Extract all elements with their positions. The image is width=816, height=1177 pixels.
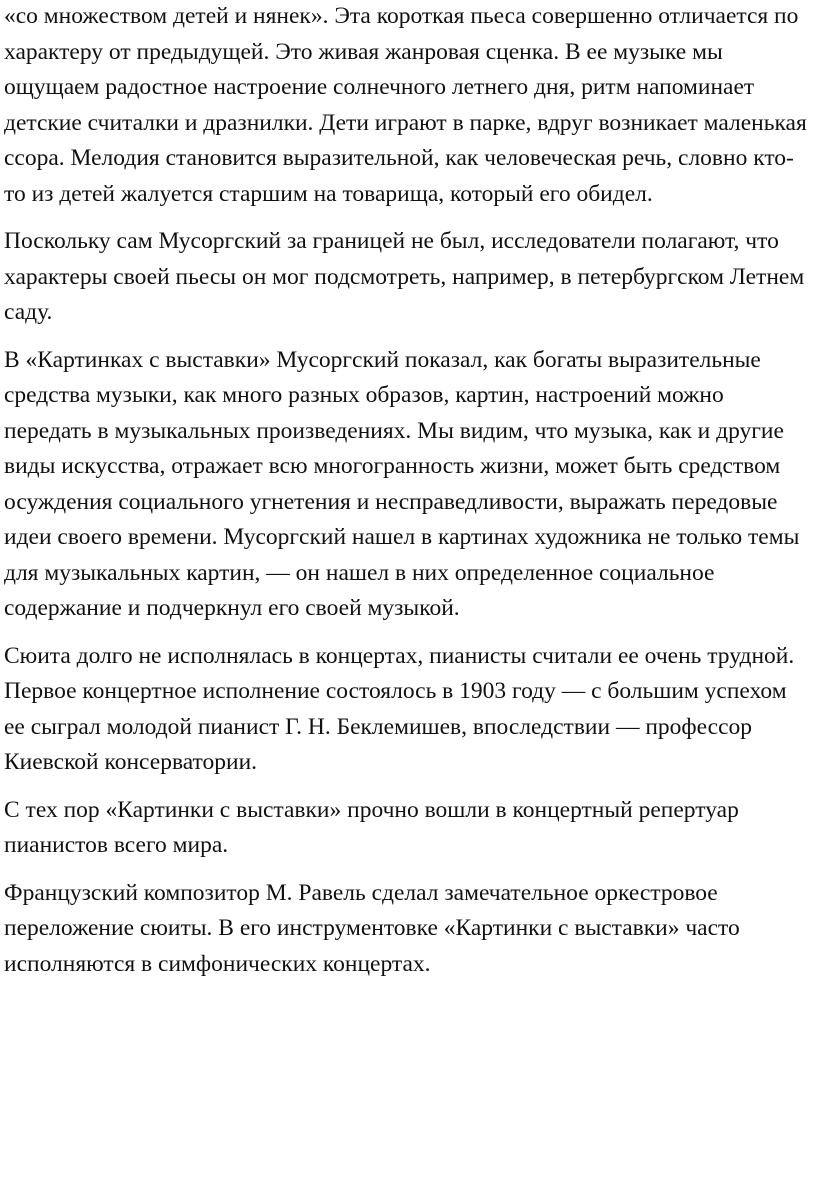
- paragraph-6: Французский композитор М. Равель сделал замечательное оркестровое переложение сюиты. В его инструментовке «Картинки с выставки» часто исполняются в симфонических концертах.: [4, 879, 740, 977]
- paragraph-5: С тех пор «Картинки с выставки» прочно вошли в концертный репертуар пианистов всего мира.: [4, 796, 739, 858]
- paragraph-4: Сюита долго не исполнялась в концертах, пианисты считали ее очень трудной. Первое концертное исполнение состоялось в 1903 году — с большим успехом ее сыграл молодой пианист Г. Н. Беклемишев, впоследствии — профессор Киевской консерватории.: [4, 642, 795, 775]
- paragraph-1: «со множеством детей и нянек». Эта короткая пьеса совершенно отличается по характеру от предыдущей. Это живая жанровая сценка. В ее музыке мы ощущаем радостное настроение солнечного летнего дня, ритм напоминает детские считалки и дразнилки. Дети играют в парке, вдруг возникает маленькая ссора. Мелодия становится выразительной, как человеческая речь, словно кто-то из детей жалуется старшим на товарища, который его обидел.: [4, 3, 807, 207]
- paragraph-2: Поскольку сам Мусоргский за границей не был, исследователи полагают, что характеры своей пьесы он мог подсмотреть, например, в петербургском Летнем саду.: [4, 228, 805, 325]
- paragraph-3: В «Картинках с выставки» Мусоргский показал, как богаты выразительные средства музыки, как много разных образов, картин, настроений можно передать в музыкальных произведениях. Мы видим, что музыка, как и другие виды искусства, отражает всю многогранность жизни, может быть средством осуждения социального угнетения и несправедливости, выражать передовые идеи своего времени. Мусоргский нашел в картинах художника не только темы для музыкальных картин, — он нашел в них определенное социальное содержание и подчеркнул его своей музыкой.: [4, 346, 800, 621]
